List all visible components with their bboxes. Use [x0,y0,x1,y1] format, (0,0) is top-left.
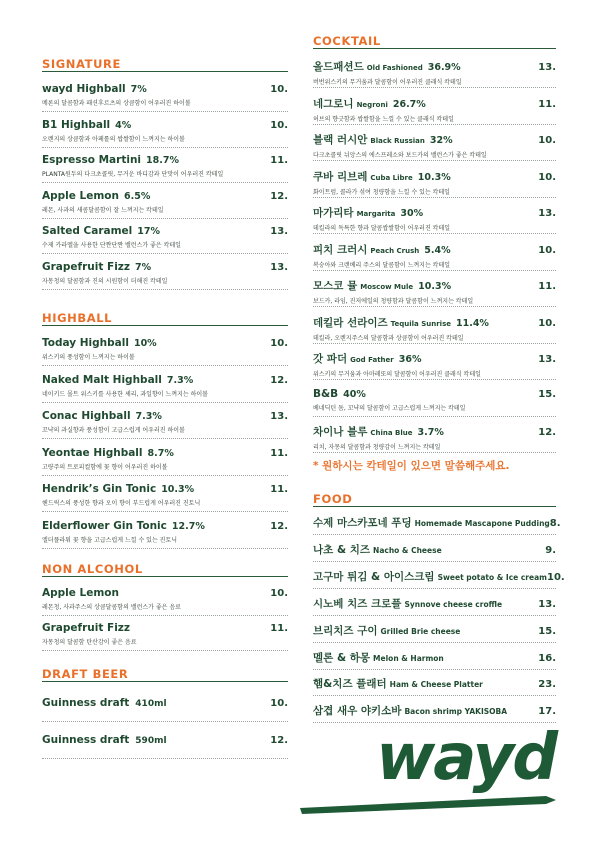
menu-item-description: 데킬라의 독특한 향과 달콤쌉쌀함이 어우러진 칵테일 [313,225,451,232]
dotted-divider [313,534,556,535]
menu-item-description: 자몽청의 달콤함과 진의 시원함이 더해진 칵테일 [42,277,168,285]
menu-item-description: 데킬라, 오렌지주스의 달콤함과 상큼함이 어우러진 칵테일 [313,334,464,342]
menu-item-description: PLANTA원두의 다크초콜릿, 무거운 바디감과 단맛이 어우러진 칵테일 [42,171,224,178]
menu-item[interactable] [42,225,288,249]
menu-item-name-text: Espresso Martini [42,154,142,166]
menu-item-abv: 7.3% [166,374,194,386]
menu-item[interactable] [42,483,288,507]
menu-item-price: 13. [538,354,556,365]
menu-item-row [42,734,288,746]
menu-item-price: 23. [538,679,556,691]
menu-item-abv: 10% [133,338,157,349]
menu-item[interactable] [42,622,288,646]
section-rule [42,576,288,577]
menu-item-name-text: Guinness draft [42,697,130,709]
menu-item-name [313,169,451,184]
menu-item-row [42,447,288,459]
menu-item-name [313,388,366,400]
menu-item[interactable] [313,96,556,123]
dotted-divider [313,615,556,616]
section-title-highball: HIGHBALL [42,311,113,325]
wayd-logo: wayd [376,721,556,795]
menu-item-description: 복숭아와 크랜베리 주스의 달콤함이 느껴지는 칵테일 [313,261,451,269]
menu-item-row [42,622,288,634]
menu-item-name-text: 시노베 치즈 크로플 [313,597,402,610]
menu-item-english-name: Old Fashioned [366,64,423,72]
menu-item[interactable] [42,734,288,746]
menu-item-name-text: Grapefruit Fizz [42,260,131,273]
dotted-divider [313,452,556,453]
menu-item-abv: 5.4% [424,244,451,256]
dotted-divider [313,270,556,271]
menu-item-name-text: 피치 크러시 [313,243,368,256]
menu-item-description: 헨드릭스의 풍성한 향과 오이 향이 부드럽게 어우러진 진토닉 [42,500,201,507]
dotted-divider [42,650,288,651]
dotted-divider [313,306,556,307]
menu-item-abv: 10.3% [161,484,195,495]
menu-item-name [42,261,151,273]
menu-item-name [42,337,157,349]
menu-item-name-text: Elderflower Gin Tonic [42,519,167,532]
menu-item-name [42,697,167,709]
menu-item[interactable] [313,596,556,611]
section-rule [313,506,556,507]
menu-item-abv: 32% [429,135,453,146]
menu-item-name [313,623,460,638]
dotted-divider [313,588,556,589]
menu-item-row [313,703,556,718]
menu-item-description: 보드카, 라임, 진저에일의 청량함과 달콤함이 느껴지는 칵테일 [313,298,474,305]
menu-item-name [42,622,130,634]
dotted-divider [313,695,556,696]
cocktail-request-note: * 원하시는 칵테일이 있으면 말씀해주세요. [313,460,510,472]
menu-item-price: 16. [538,652,556,664]
menu-item-english-name: Ham & Cheese Platter [389,680,483,690]
menu-item-price: 9. [545,544,556,556]
menu-item-row [42,410,288,422]
dotted-divider [313,642,556,643]
menu-item-price: 11. [270,623,288,634]
dotted-divider [313,561,556,562]
menu-item-abv: 4% [115,119,132,131]
menu-item-volume: 410ml [135,699,167,709]
menu-item-price: 11. [270,155,288,166]
section-title-cocktail: COCKTAIL [313,34,381,48]
menu-item-description: 화이트럼, 콜라가 섞여 청량함을 느낄 수 있는 칵테일 [313,188,450,196]
menu-item[interactable] [42,520,288,544]
menu-item-abv: 30% [400,208,424,219]
menu-item-english-name: Sweet potato & Ice cream [437,572,547,582]
menu-item-row [313,242,556,257]
menu-item-name-text: 네그로니 [313,97,354,110]
menu-item-name [313,96,426,111]
menu-item-name-text: wayd Highball [42,83,126,95]
menu-item-name [313,569,547,584]
menu-item-name-text: 데킬라 선라이즈 [313,316,388,329]
menu-item-name-text: Apple Lemon [42,189,119,202]
menu-item-name-text: 삼겹 새우 야키소바 [313,705,402,718]
menu-item[interactable] [42,154,288,178]
menu-item-name [313,132,453,147]
menu-item-price: 10. [270,119,288,131]
menu-item-english-name: God Father [350,356,394,364]
menu-item-name [313,424,444,439]
section-rule [313,48,556,49]
dotted-divider [42,147,288,148]
menu-item-price: 10. [538,135,556,146]
menu-item-name [313,351,421,366]
dotted-divider [313,669,556,670]
menu-item-description: 네이키드 몰트 위스키를 사용한 셰리, 과일향이 느껴지는 하이볼 [42,390,208,398]
menu-item-price: 10. [538,244,556,256]
dotted-divider [42,721,288,722]
menu-item-abv: 3.7% [417,427,444,438]
menu-item-name [42,734,167,746]
menu-item-price: 12. [538,427,556,438]
dotted-divider [313,233,556,234]
menu-item-row [42,374,288,386]
section-title-non-alcohol: NON ALCOHOL [42,562,143,576]
dotted-divider [42,182,288,183]
menu-item-price: 17. [538,706,556,718]
menu-item-name [313,596,502,611]
dotted-divider [42,511,288,512]
menu-item-name-text: Today Highball [42,337,129,349]
menu-item-english-name: Peach Crush [370,246,420,255]
menu-item-name-text: Naked Malt Highball [42,373,162,386]
menu-item-abv: 10.3% [417,171,451,183]
menu-item-row [42,520,288,532]
menu-item-english-name: Black Russian [370,137,425,145]
menu-item-english-name: Homemade Mascapone Pudding [414,519,550,528]
dotted-divider [42,365,288,366]
menu-item[interactable] [313,650,556,665]
menu-item-price: 10. [270,338,288,349]
menu-item-abv: 40% [343,388,366,400]
menu-item-row [313,351,556,366]
menu-item-name [42,154,179,166]
dotted-divider [42,548,288,549]
menu-item-abv: 12.7% [171,520,205,532]
menu-item-row [313,569,565,584]
menu-item-price: 12. [270,520,288,532]
menu-item-price: 11. [270,447,288,459]
menu-item[interactable] [313,242,556,269]
menu-item-abv: 6.5% [123,190,151,202]
menu-item-description: 레몬, 사과의 새콤달콤함이 잘 느껴지는 칵테일 [42,206,164,214]
menu-item[interactable] [313,205,556,232]
menu-item-english-name: Grilled Brie cheese [380,626,461,636]
menu-item-name [313,676,483,691]
menu-item-price: 13. [538,208,556,219]
dotted-divider [42,111,288,112]
section-rule [42,681,288,682]
menu-item[interactable] [313,169,556,196]
menu-item[interactable] [313,676,556,691]
menu-item-row [42,119,288,131]
menu-item-row [42,225,288,237]
menu-item[interactable] [313,515,561,530]
menu-item-price: 11. [270,484,288,495]
menu-item-description: 위스키의 무거움과 아마레또의 달콤함이 어우러진 클래식 칵테일 [313,371,481,378]
menu-item-price: 11. [538,281,556,292]
menu-item-row [313,315,556,330]
menu-item-name [313,650,444,665]
menu-item-row [313,278,556,293]
menu-item[interactable] [313,315,556,342]
menu-item-name-text: B&B [313,387,339,400]
dotted-divider [313,379,556,380]
menu-item-abv: 10.3% [418,281,452,292]
menu-item-name [42,374,193,386]
menu-item-price: 10. [538,171,556,183]
menu-item-price: 10. [270,84,288,95]
menu-item-description: 다크초콜릿 뉘앙스의 에스프레소와 보드카의 밸런스가 좋은 칵테일 [313,152,487,159]
menu-item-description: 자몽청의 달콤함 탄산감이 좋은 음료 [42,639,137,646]
menu-item-name [42,190,150,202]
dotted-divider [313,197,556,198]
menu-item[interactable] [313,424,556,451]
menu-item-name [42,410,162,422]
dotted-divider [313,160,556,161]
menu-item-name-text: Salted Caramel [42,225,133,237]
menu-item-volume: 590ml [135,736,167,746]
section-rule [42,71,288,72]
menu-item-row [313,388,556,400]
menu-item-price: 12. [270,735,288,746]
menu-item-name [42,119,131,131]
menu-item[interactable] [42,410,288,434]
menu-item-row [42,83,288,95]
menu-item-english-name: Nacho & Cheese [373,545,442,555]
menu-item-price: 10. [546,571,565,583]
logo-swoosh-icon [300,760,556,820]
menu-item-name [42,83,147,95]
menu-item-row [313,424,556,439]
dotted-divider [313,416,556,417]
menu-item-name [42,483,194,495]
menu-item-abv: 11.4% [455,317,489,329]
menu-item-name-text: 브리치즈 구이 [313,624,378,637]
dotted-divider [42,218,288,219]
menu-item-name-text: 햄&치즈 플래터 [313,678,387,691]
menu-item[interactable] [313,132,556,159]
menu-item-name-text: 갓 파더 [313,353,348,365]
dotted-divider [42,289,288,290]
menu-item-price: 11. [538,98,556,110]
menu-item[interactable] [313,623,556,638]
menu-item-name-text: Conac Highball [42,410,131,422]
menu-item-price: 13. [538,598,556,610]
menu-item-name [42,520,205,532]
menu-item-price: 13. [270,411,288,422]
menu-item-row [42,154,288,166]
menu-item[interactable] [42,374,288,398]
section-title-draft-beer: DRAFT BEER [42,667,129,681]
menu-item-name [313,703,507,718]
menu-item[interactable] [42,337,288,361]
menu-item[interactable] [42,190,288,214]
dotted-divider [42,438,288,439]
dotted-divider [42,615,288,616]
menu-item[interactable] [42,261,288,285]
menu-item-row [313,96,556,111]
menu-item-abv: 17% [137,226,161,237]
menu-item-row [313,542,556,557]
menu-item-name [313,315,489,330]
menu-item[interactable] [313,569,565,584]
menu-item-english-name: Synnove cheese croffle [404,599,503,609]
menu-item-description: 허브의 향긋함과 쌉쌀함을 느낄 수 있는 클래식 칵테일 [313,115,454,123]
menu-item-row [313,676,556,691]
menu-item-name [313,515,550,530]
menu-item-abv: 8.7% [147,447,174,459]
menu-item-english-name: Tequila Sunrise [390,319,451,328]
menu-item[interactable] [313,388,556,412]
menu-item-row [42,337,288,349]
section-title-food: FOOD [313,492,353,506]
menu-item-english-name: Negroni [356,100,388,109]
menu-item-english-name: Bacon shrimp YAKISOBA [404,707,508,717]
menu-item-abv: 36% [398,354,422,365]
menu-item-price: 15. [538,625,556,637]
menu-item-name-text: Grapefruit Fizz [42,622,131,634]
menu-item-price: 13. [538,62,556,73]
menu-item-abv: 7% [135,261,152,273]
menu-item-name-text: 수제 마스카포네 푸딩 [313,517,412,529]
menu-item[interactable] [42,447,288,471]
menu-item-row [313,515,561,530]
menu-item-name [313,542,442,557]
menu-item-name-text: 마가리타 [313,207,354,219]
menu-item-name-text: 블랙 러시안 [313,134,368,146]
menu-item-english-name: Margarita [356,210,396,218]
menu-item[interactable] [313,351,556,378]
menu-item-price: 10. [270,588,288,599]
menu-item-name-text: 올드패션드 [313,61,364,73]
menu-item-description: 오렌지의 상큼함과 아페롤의 쌉쌀함이 느껴지는 하이볼 [42,135,185,143]
menu-item-description: 리치, 자몽의 달콤함과 청량감이 느껴지는 칵테일 [313,444,441,451]
menu-item-row [313,650,556,665]
dotted-divider [313,124,556,125]
menu-item-name [313,242,451,257]
menu-item-name [42,587,119,599]
menu-item-abv: 7% [130,84,147,95]
menu-item-english-name: Moscow Mule [360,283,414,291]
menu-item[interactable] [313,703,556,718]
menu-item-name-text: 차이나 블루 [313,426,368,438]
menu-item-description: 엘더플라워 꽃 향을 고급스럽게 느낄 수 있는 진토닉 [42,536,178,544]
menu-item-name-text: B1 Highball [42,118,111,131]
menu-item-price: 10. [270,698,288,709]
menu-item-description: 베네딕틴 돔, 꼬냑의 달콤함이 고급스럽게 느껴지는 칵테일 [313,404,466,412]
menu-item-name [313,205,423,220]
menu-item-description: 버번위스키의 무거움과 달콤함이 어우러진 클래식 칵테일 [313,79,462,86]
dotted-divider [42,758,288,759]
menu-item-row [42,190,288,202]
menu-item-name-text: 멜론 & 하몽 [313,651,371,664]
menu-item-row [313,59,556,74]
menu-item-description: 위스키의 풍성함이 느껴지는 하이볼 [42,354,135,361]
dotted-divider [313,343,556,344]
menu-item-name [42,447,174,459]
menu-item-name-text: Hendrik’s Gin Tonic [42,483,157,495]
menu-item-name-text: Apple Lemon [42,587,119,599]
menu-item-price: 13. [270,226,288,237]
section-title-signature: SIGNATURE [42,57,121,71]
menu-item-price: 8. [549,518,561,529]
menu-item-english-name: Melon & Harmon [373,653,444,663]
dotted-divider [42,475,288,476]
menu-item-english-name: Cuba Libre [370,173,413,182]
menu-item-name-text: Yeontae Highball [42,446,143,459]
menu-item-price: 13. [270,261,288,273]
menu-item-description: 메론의 달콤함과 패션후르츠의 상큼함이 어우러진 하이볼 [42,100,191,107]
menu-item-row [313,169,556,184]
menu-item[interactable] [42,119,288,143]
menu-item[interactable] [313,278,556,305]
menu-item-name [42,225,160,237]
menu-item-abv: 26.7% [392,98,426,110]
menu-item[interactable] [42,83,288,107]
menu-item-description: 수제 카라멜을 사용한 단짠단짠 밸런스가 좋은 칵테일 [42,242,181,249]
dotted-divider [42,253,288,254]
menu-item-description: 고량주의 트로피컬함에 꽃 향이 어우러진 하이볼 [42,463,168,471]
menu-item-row [313,132,556,147]
menu-item-row [42,587,288,599]
menu-item-row [313,205,556,220]
menu-item-name-text: 나초 & 치즈 [313,543,371,556]
menu-item-row [42,261,288,273]
menu-item-price: 12. [270,374,288,386]
menu-item-english-name: China Blue [370,429,413,437]
menu-item[interactable] [313,59,556,86]
menu-item-name-text: 모스코 뮬 [313,280,358,292]
menu-item-name-text: 쿠바 리브레 [313,170,368,183]
menu-item[interactable] [313,542,556,557]
menu-item-row [42,697,288,709]
menu-item-price: 15. [538,388,556,400]
dotted-divider [313,87,556,88]
menu-item-name-text: Guinness draft [42,734,130,746]
menu-item-name-text: 고구마 튀김 & 아이스크림 [313,570,435,583]
menu-item[interactable] [42,697,288,709]
dotted-divider [42,402,288,403]
menu-item[interactable] [42,587,288,611]
menu-item-name [313,59,461,74]
menu-item-price: 12. [270,190,288,202]
menu-item-abv: 18.7% [146,155,179,166]
menu-item-price: 10. [538,317,556,329]
menu-item-row [42,483,288,495]
menu-item-row [313,596,556,611]
menu-item-abv: 36.9% [427,62,461,73]
menu-item-description: 레몬청, 사과주스의 상큼달콤함의 밸런스가 좋은 음료 [42,604,181,611]
menu-item-row [313,623,556,638]
menu-item-name [313,278,451,293]
menu-item-abv: 7.3% [135,411,162,422]
section-rule [42,325,288,326]
menu-item-description: 꼬냑의 과실향과 풍성함이 고급스럽게 어우러진 하이볼 [42,427,185,434]
